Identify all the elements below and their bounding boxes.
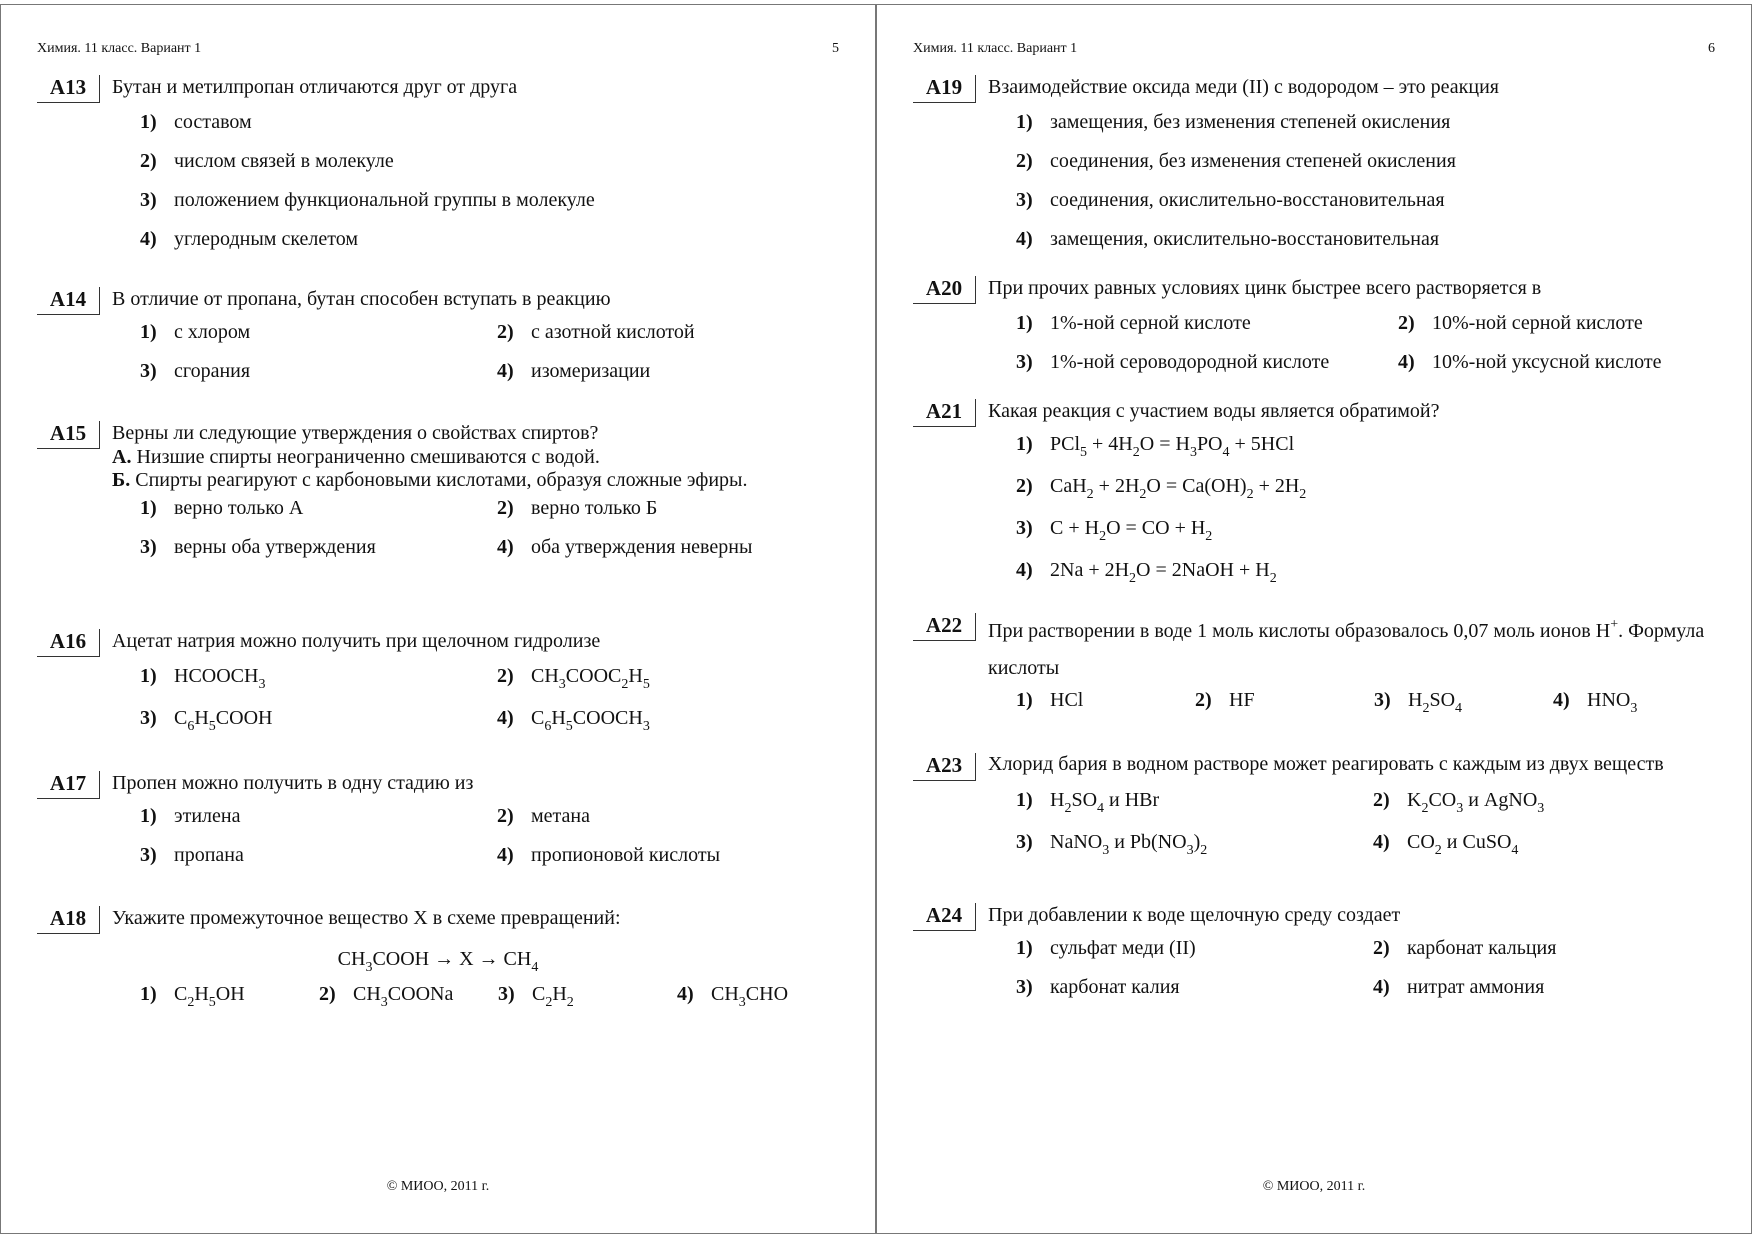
question-number: A13: [37, 75, 100, 103]
question-a13: [37, 75, 839, 267]
statement-a: Низшие спирты неограниченно смешиваются с водой.: [136, 446, 600, 468]
answer-option[interactable]: 2) $CaH_2 + 2H_2O = Ca(OH)_2 + 2H_2$: [1016, 475, 1307, 502]
answer-option[interactable]: 4) углеродным скелетом: [140, 228, 359, 250]
answer-option[interactable]: 3) $C_6H_5COOH$: [140, 707, 273, 734]
answer-option[interactable]: 4) $2Na + 2H_2O$ = 2NaOH + $H_2$: [1016, 559, 1277, 586]
statement-a-label: А.: [112, 446, 132, 468]
answer-option[interactable]: 2) числом связей в молекуле: [140, 150, 394, 172]
question-a20: [913, 276, 1715, 390]
answer-option[interactable]: 3) пропана: [140, 844, 244, 866]
transformation-scheme: $CH_3COOH \to X \to CH_4$: [337, 948, 539, 975]
question-number: A21: [913, 399, 976, 427]
page-number: 5: [832, 41, 839, 56]
answer-option[interactable]: 4) $CH_3CHO$: [677, 983, 789, 1010]
answer-option[interactable]: 3) $C_2H_2$: [498, 983, 574, 1010]
answer-option[interactable]: 2) карбонат кальция: [1373, 937, 1557, 959]
question-text: Бутан и метилпропан отличаются друг от друга: [112, 76, 518, 98]
answer-option[interactable]: 3) карбонат калия: [1016, 976, 1180, 998]
answer-option[interactable]: 3) $H_2SO_4$: [1374, 689, 1463, 716]
page-header-title: Химия. 11 класс. Вариант 1: [913, 41, 1078, 56]
question-text: Укажите промежуточное вещество X в схеме превращений:: [112, 907, 621, 929]
question-text: В отличие от пропана, бутан способен вступать в реакцию: [112, 288, 611, 310]
answer-option[interactable]: 4) изомеризации: [497, 360, 651, 382]
question-a19: [913, 75, 1715, 267]
question-text: Пропен можно получить в одну стадию из: [112, 772, 474, 794]
answer-option[interactable]: 3) верны оба утверждения: [140, 536, 376, 558]
question-text: Хлорид бария в водном растворе может реагировать с каждым из двух веществ: [988, 753, 1664, 775]
answer-option[interactable]: 3) NaNO$_3$ и $Pb(NO_3)_2$: [1016, 831, 1208, 858]
answer-option[interactable]: 2) $CH_3COOC_2H_5$: [497, 665, 650, 692]
answer-option[interactable]: 3) соединения, окислительно-восстановительная: [1016, 189, 1445, 211]
question-number: A18: [37, 906, 100, 934]
answer-option[interactable]: 3) $C + H_2O$ = CO + $H_2$: [1016, 517, 1213, 544]
question-number: A20: [913, 276, 976, 304]
question-text: При добавлении к воде щелочную среду создает: [988, 904, 1401, 926]
question-a14: [37, 287, 839, 399]
question-a18: [37, 906, 839, 1022]
answer-option[interactable]: 1) верно только А: [140, 497, 304, 519]
question-text: Какая реакция с участием воды является обратимой?: [988, 400, 1440, 422]
answer-option[interactable]: 1) 1%-ной серной кислоте: [1016, 312, 1251, 334]
question-number: A15: [37, 421, 100, 449]
question-text: При растворении в воде 1 моль кислоты образовалось 0,07 моль ионов H+. Формула кислоты: [988, 617, 1705, 679]
answer-option[interactable]: 2) 10%-ной серной кислоте: [1398, 312, 1643, 334]
answer-option[interactable]: 2) HF: [1195, 689, 1255, 711]
page-footer: © МИОО, 2011 г.: [1262, 1179, 1366, 1194]
answer-option[interactable]: 1) $HCOOCH_3$: [140, 665, 266, 692]
answer-option[interactable]: 1) с хлором: [140, 321, 251, 343]
answer-option[interactable]: 2) соединения, без изменения степеней окисления: [1016, 150, 1456, 172]
question-number: A16: [37, 629, 100, 657]
question-text: Взаимодействие оксида меди (II) с водородом – это реакция: [988, 76, 1499, 98]
answer-option[interactable]: 2) $K_2CO_3$ и AgNO$_3$: [1373, 789, 1545, 816]
question-a23: [913, 753, 1715, 873]
answer-option[interactable]: 3) сгорания: [140, 360, 251, 382]
question-number: A14: [37, 287, 100, 315]
answer-option[interactable]: 1) HCl: [1016, 689, 1084, 711]
answer-option[interactable]: 1) замещения, без изменения степеней окисления: [1016, 111, 1451, 133]
question-number: A17: [37, 771, 100, 799]
question-number: A24: [913, 903, 976, 931]
answer-option[interactable]: 1) этилена: [140, 805, 241, 827]
answer-option[interactable]: 2) верно только Б: [497, 497, 658, 519]
answer-option[interactable]: 4) $C_6H_5COOCH_3$: [497, 707, 650, 734]
answer-option[interactable]: 4) пропионовой кислоты: [497, 844, 721, 866]
answer-option[interactable]: 3) положением функциональной группы в молекуле: [140, 189, 595, 211]
question-a16: [37, 629, 839, 749]
page-left: [0, 4, 876, 1234]
answer-option[interactable]: 2) $CH_3COONa$: [319, 983, 454, 1010]
answer-option[interactable]: 1) $C_2H_5OH$: [140, 983, 245, 1010]
question-a21: [913, 399, 1715, 601]
answer-option[interactable]: 4) 10%-ной уксусной кислоте: [1398, 351, 1662, 373]
statement-b: Спирты реагируют с карбоновыми кислотами, образуя сложные эфиры.: [135, 469, 748, 491]
answer-option[interactable]: 1) составом: [140, 111, 252, 133]
page-right: [876, 4, 1752, 1234]
answer-option[interactable]: 3) 1%-ной сероводородной кислоте: [1016, 351, 1330, 373]
answer-option[interactable]: 2) с азотной кислотой: [497, 321, 695, 343]
answer-option[interactable]: 2) метана: [497, 805, 590, 827]
question-number: A23: [913, 753, 976, 781]
question-a24: [913, 903, 1715, 1015]
answer-option[interactable]: 4) замещения, окислительно-восстановительная: [1016, 228, 1440, 250]
page-footer: © МИОО, 2011 г.: [386, 1179, 490, 1194]
page-header-title: Химия. 11 класс. Вариант 1: [37, 41, 202, 56]
question-a22: [913, 613, 1715, 728]
question-number: A22: [913, 613, 976, 641]
question-text: Ацетат натрия можно получить при щелочном гидролизе: [112, 630, 601, 652]
answer-option[interactable]: 4) оба утверждения неверны: [497, 536, 753, 558]
question-a17: [37, 771, 839, 883]
answer-option[interactable]: 4) $CO_2$ и CuSO$_4$: [1373, 831, 1519, 858]
answer-option[interactable]: 4) нитрат аммония: [1373, 976, 1545, 998]
question-text: Верны ли следующие утверждения о свойствах спиртов?: [112, 422, 599, 444]
answer-option[interactable]: 1) $H_2SO_4$ и HBr: [1016, 789, 1160, 816]
question-a15: [37, 421, 839, 575]
answer-option[interactable]: 4) $HNO_3$: [1553, 689, 1638, 716]
question-text: При прочих равных условиях цинк быстрее всего растворяется в: [988, 277, 1542, 299]
question-number: A19: [913, 75, 976, 103]
answer-option[interactable]: 1) $PCl_5 + 4H_2O = H_3PO_4 + 5HCl$: [1016, 433, 1295, 460]
page-number: 6: [1708, 41, 1715, 56]
answer-option[interactable]: 1) сульфат меди (II): [1016, 937, 1196, 959]
statement-b-label: Б.: [112, 469, 131, 491]
